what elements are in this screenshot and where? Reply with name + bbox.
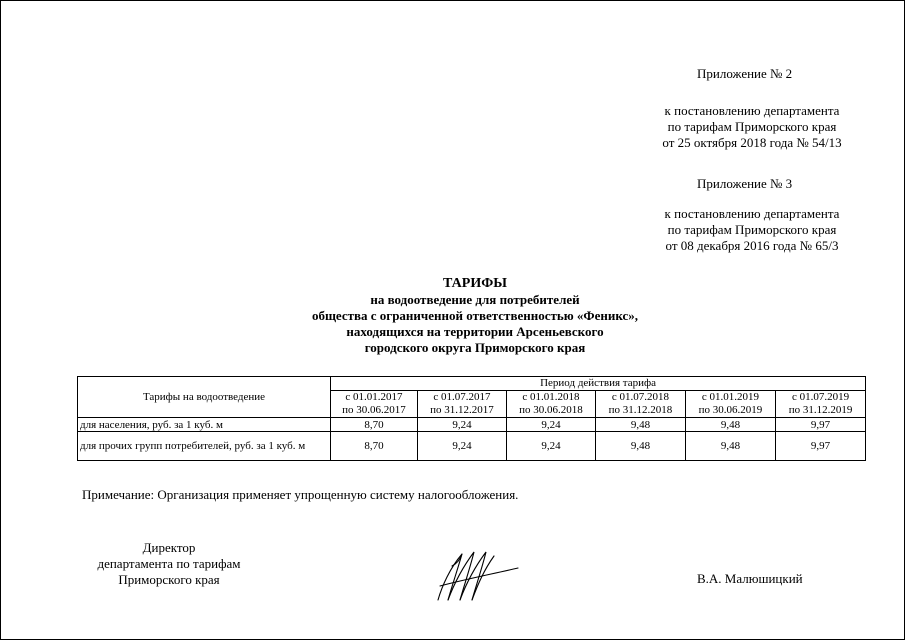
- tariff-value: 9,48: [596, 418, 686, 432]
- period-to: по 31.12.2019: [788, 404, 853, 416]
- tariff-value: 9,24: [507, 432, 596, 461]
- appendix-3-line: по тарифам Приморского края: [667, 222, 837, 237]
- appendix-3-line: от 08 декабря 2016 года № 65/3: [665, 238, 839, 253]
- table-header-row: [78, 377, 866, 391]
- row-header-cell: Тарифы на водоотведение: [78, 377, 331, 418]
- period-cell: [418, 391, 507, 418]
- appendix-2-line: к постановлению департамента: [664, 103, 840, 118]
- period-from: с 01.01.2019: [701, 391, 760, 403]
- document-heading: [260, 276, 690, 356]
- tariff-table: [77, 376, 866, 461]
- signatory-position: [79, 540, 259, 588]
- row-label: для населения, руб. за 1 куб. м: [78, 418, 331, 432]
- heading-line: общества с ограниченной ответственностью «Феникс»,: [311, 308, 639, 323]
- appendix-2-block: [602, 103, 902, 151]
- heading-line: находящихся на территории Арсеньевского: [346, 324, 604, 339]
- appendix-3-line: к постановлению департамента: [664, 206, 840, 221]
- period-to: по 31.12.2018: [608, 404, 673, 416]
- tariff-value: 9,97: [776, 418, 866, 432]
- tariff-value: 9,48: [596, 432, 686, 461]
- heading-title: ТАРИФЫ: [443, 276, 507, 291]
- table-row: [78, 432, 866, 461]
- tariff-value: 9,48: [686, 418, 776, 432]
- period-to: по 31.12.2017: [430, 404, 494, 416]
- tariff-value: 9,97: [776, 432, 866, 461]
- tax-note: Примечание: Организация применяет упрощенную систему налогообложения.: [82, 487, 519, 502]
- signatory-name: В.А. Малюшицкий: [697, 571, 803, 586]
- heading-line: городского округа Приморского края: [364, 340, 586, 355]
- period-to: по 30.06.2017: [342, 404, 406, 416]
- period-from: с 01.07.2018: [611, 391, 670, 403]
- period-header-cell: Период действия тарифа: [331, 377, 866, 391]
- table-row: [78, 418, 866, 432]
- row-label: для прочих групп потребителей, руб. за 1 куб. м: [78, 432, 331, 461]
- period-from: с 01.07.2019: [791, 391, 850, 403]
- appendix-3-block: [602, 206, 902, 254]
- appendix-2-title: Приложение № 2: [697, 66, 793, 81]
- appendix-3-title: Приложение № 3: [697, 176, 793, 191]
- period-cell: [686, 391, 776, 418]
- period-cell: [596, 391, 686, 418]
- handwritten-signature: [432, 546, 522, 606]
- heading-line: на водоотведение для потребителей: [370, 292, 580, 307]
- position-line: Директор: [142, 540, 196, 555]
- tariff-value: 9,24: [418, 418, 507, 432]
- period-cell: [507, 391, 596, 418]
- tariff-value: 8,70: [331, 432, 418, 461]
- period-from: с 01.07.2017: [433, 391, 491, 403]
- period-cell: [331, 391, 418, 418]
- appendix-2-line: от 25 октября 2018 года № 54/13: [662, 135, 842, 150]
- appendix-2-line: по тарифам Приморского края: [667, 119, 837, 134]
- tariff-value: 9,24: [507, 418, 596, 432]
- position-line: департамента по тарифам: [97, 556, 241, 571]
- tariff-value: 8,70: [331, 418, 418, 432]
- period-from: с 01.01.2018: [522, 391, 580, 403]
- tariff-value: 9,48: [686, 432, 776, 461]
- period-to: по 30.06.2019: [698, 404, 763, 416]
- period-to: по 30.06.2018: [519, 404, 583, 416]
- period-cell: [776, 391, 866, 418]
- position-line: Приморского края: [118, 572, 220, 587]
- period-from: с 01.01.2017: [345, 391, 403, 403]
- tariff-value: 9,24: [418, 432, 507, 461]
